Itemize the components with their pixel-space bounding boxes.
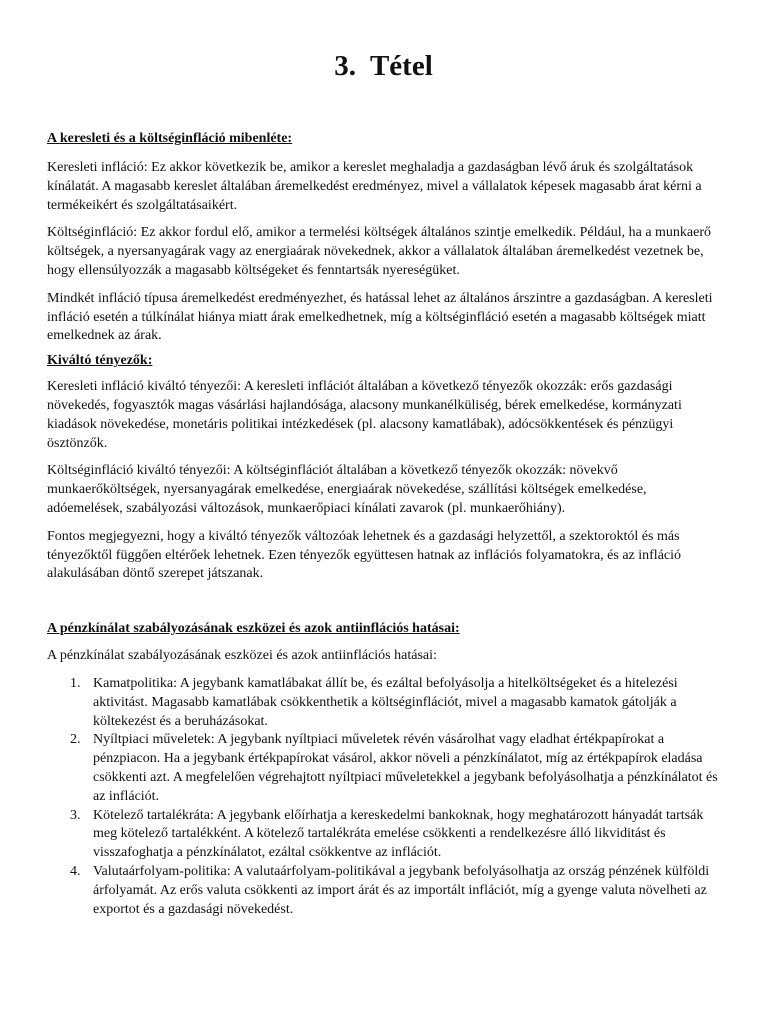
paragraph-cost-causes: Költséginfláció kiváltó tényezői: A költséginflációt általában a következő tényezők okozzák: növekvő munkaerőköltségek, nyersanyagárak emelkedése, energiaárak növekedése, szállítási költségek emelkedése, adóemelések, szabályozási változások, munkaerőpiaci kínálati zavarok (pl. munkaerőhiány). — [47, 463, 647, 516]
list-item-number: 4. — [70, 863, 81, 879]
list-item-text: Kamatpolitika: A jegybank kamatlábakat állít be, és ezáltal befolyásolja a hitelköltségeket és a hitelezési aktivitást. Magasabb kamatlábak csökkenthetik a költséginflációt, mivel a magasabb kamatok gátolják a költekezést és a beruházásokat. — [93, 675, 678, 729]
money-supply-tools-list — [47, 675, 720, 919]
list-item-text: Nyíltpiaci műveletek: A jegybank nyíltpiaci műveletek révén vásárolhat vagy eladhat értékpapírokat a pénzpiacon. Ha a jegybank értékpapírokat vásárol, akkor növeli a pénzkínálatot, míg az értékpapírok eladása csökkenti azt. A megfelelően végrehajtott nyíltpiaci műveletekkel a jegybank befolyásolhatja a pénzkínálatot és az inflációt. — [93, 732, 718, 804]
list-item-text: Kötelező tartalékráta: A jegybank előírhatja a kereskedelmi bankoknak, hogy meghatározott hányadát tartsák meg kötelező tartalékként. A kötelező tartalékráta emelése csökkenti a rendelkezésre álló likviditást és visszafoghatja a pénzkínálatot, ezáltal csökkentve az inflációt. — [93, 807, 704, 861]
paragraph-both-types: Mindkét infláció típusa áremelkedést eredményezhet, és hatással lehet az általános árszintre a gazdaságban. A keresleti infláció esetén a túlkínálat hiánya miatt árak emelkedhetnek, míg a költséginfláció esetén a magasabb költségek miatt emelkednek az árak. — [47, 290, 713, 344]
list-item-number: 2. — [70, 732, 81, 748]
list-item-number: 1. — [70, 675, 81, 691]
title-number: 3. — [334, 50, 356, 82]
list-item — [47, 807, 720, 863]
paragraph-cost-inflation: Költséginfláció: Ez akkor fordul elő, amikor a termelési költségek általános szintje emelkedik. Például, ha a munkaerő költségek, a nyersanyagárak vagy az energiaárak növekednek, akkor a vállalatok általában áremelkedést vezetnek be, hogy ellensúlyozzák a magasabb költségeket és fenntartsák nyereségüket. — [47, 225, 712, 278]
list-item-text: Valutaárfolyam-politika: A valutaárfolyam-politikával a jegybank befolyásolhatja az ország pénzének külföldi árfolyamát. Az erős valuta csökkenti az import árát és az importált inflációt, míg a gyenge valuta növelheti az exportot és a gazdasági növekedést. — [93, 863, 710, 917]
paragraph-demand-causes: Keresleti infláció kiváltó tényezői: A keresleti inflációt általában a következő tényezők okozzák: erős gazdasági növekedés, fogyasztók magas vásárlási hajlandósága, alacsony munkanélküliség, bérek emelkedése, kormányzati kiadások növekedése, monetáris politikai intézkedések (pl. alacsony kamatlábak), adócsökkentések és pénzügyi ösztönzők. — [47, 379, 682, 451]
section-heading-causes: Kiváltó tényezők: — [47, 353, 153, 369]
list-item — [47, 675, 720, 731]
section-heading-money-supply: A pénzkínálat szabályozásának eszközei és azok antiinflációs hatásai: — [47, 621, 460, 637]
paragraph-money-supply-intro: A pénzkínálat szabályozásának eszközei és azok antiinflációs hatásai: — [47, 648, 437, 664]
paragraph-demand-inflation: Keresleti infláció: Ez akkor következik be, amikor a kereslet meghaladja a gazdaságban lévő áruk és szolgáltatások kínálatát. A magasabb kereslet általában áremelkedést eredményez, mivel a vállalatok képesek magasabb árat kérni a termékeikért és szolgáltatásaikért. — [47, 160, 702, 213]
page-title — [47, 50, 720, 82]
section-heading-nature: A keresleti és a költséginfláció mibenléte: — [47, 131, 293, 146]
list-item-number: 3. — [70, 807, 81, 823]
paragraph-causes-note: Fontos megjegyezni, hogy a kiváltó tényezők változóak lehetnek és a gazdasági helyzettől, a szektoroktól és más tényezőktől függően eltérőek lehetnek. Ezen tényezők együttesen hatnak az inflációs folyamatokra, és az infláció alakulásában döntő szerepet játszanak. — [47, 528, 682, 582]
list-item — [47, 863, 720, 919]
list-item — [47, 731, 720, 806]
title-text: Tétel — [369, 50, 433, 82]
